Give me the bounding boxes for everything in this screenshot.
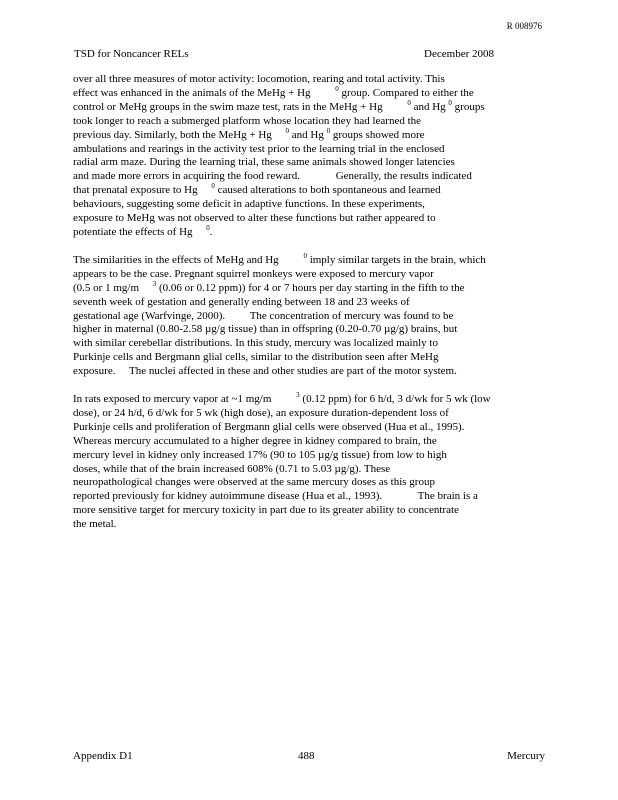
text-line: more sensitive target for mercury toxicity in part due to its greater ability to concentrate (73, 504, 459, 517)
superscript: 3 (152, 279, 157, 288)
text-line: appears to be the case. Pregnant squirrel monkeys were exposed to mercury vapor (73, 267, 434, 280)
page-footer (73, 750, 545, 766)
text-line: effect was enhanced in the animals of the MeHg + Hg $^0$ group. Compared to either the (73, 84, 474, 99)
text-line: Whereas mercury accumulated to a higher degree in kidney compared to brain, the (73, 434, 437, 447)
text-line: doses, while that of the brain increased 608% (0.71 to 5.03 µg/g). These (73, 462, 391, 475)
paragraph (73, 73, 543, 240)
text-line: control or MeHg groups in the swim maze test, rats in the MeHg + Hg $^0$ and Hg $^0$ groups (73, 98, 485, 113)
footer-appendix: Appendix D1 (73, 750, 133, 762)
text-line: exposure. The nuclei affected in these and other studies are part of the motor system. (73, 365, 457, 378)
text-line: behaviours, suggesting some deficit in adaptive functions. In these experiments, (73, 198, 425, 211)
header-date: December 2008 (424, 48, 494, 60)
text-line: neuropathological changes were observed at the same mercury doses as this group (73, 476, 435, 489)
text-line: mercury level in kidney only increased 17% (90 to 105 µg/g tissue) from low to high (73, 448, 447, 461)
text-line: reported previously for kidney autoimmune disease (Hua et al., 1993). The brain is a (73, 490, 478, 503)
text-line: gestational age (Warfvinge, 2000). The concentration of mercury was found to be (73, 309, 454, 322)
text-line: potentiate the effects of Hg $^0$. (73, 223, 213, 238)
text-line: previous day. Similarly, both the MeHg + Hg $^0$ and Hg $^0$ groups showed more (73, 126, 425, 141)
text-line: The similarities in the effects of MeHg and Hg $^0$ imply similar targets in the brain, which (73, 251, 486, 266)
superscript: 0 (303, 251, 307, 260)
text-line: and made more errors in acquiring the food reward. Generally, the results indicated (73, 170, 472, 183)
superscript: 0 (211, 182, 215, 191)
superscript: 0 (326, 126, 331, 135)
page-number: 488 (298, 750, 315, 762)
superscript: 0 (448, 98, 452, 107)
text-line: that prenatal exposure to Hg $^0$ caused alterations to both spontaneous and learned (73, 182, 441, 197)
text-line: seventh week of gestation and generally ending between 18 and 23 weeks of (73, 295, 410, 308)
text-line: over all three measures of motor activity: locomotion, rearing and total activity. This (73, 73, 445, 85)
text-line: exposure to MeHg was not observed to alter these functions but rather appeared to (73, 212, 436, 225)
superscript: 0 (407, 98, 411, 107)
text-line: In rats exposed to mercury vapor at ~1 mg/m $^3$ (0.12 ppm) for 6 h/d, 3 d/wk for 5 wk (low (73, 391, 491, 406)
superscript: 0 (335, 84, 339, 93)
text-line: (0.5 or 1 mg/m $^3$ (0.06 or 0.12 ppm)) for 4 or 7 hours per day starting in the fifth to the (73, 279, 465, 294)
text-line: ambulations and rearings in the activity test prior to the learning trial in the enclosed (73, 142, 445, 155)
superscript: 0 (206, 223, 210, 232)
body-text (73, 73, 543, 546)
text-line: higher in maternal (0.80-2.58 µg/g tissue) than in offspring (0.20-0.70 µg/g) brains, but (73, 323, 458, 336)
document-id: R 008976 (506, 21, 542, 31)
header-title: TSD for Noncancer RELs (74, 48, 189, 60)
paragraph (73, 393, 543, 532)
text-line: radial arm maze. During the learning trial, these same animals showed longer latencies (73, 156, 455, 169)
text-line: Purkinje cells and Bergmann glial cells, similar to the distribution seen after MeHg (73, 351, 439, 364)
footer-chemical: Mercury (507, 750, 545, 762)
text-line: dose), or 24 h/d, 6 d/wk for 5 wk (high dose), an exposure duration-dependent loss of (73, 406, 449, 419)
superscript: 3 (296, 391, 300, 400)
text-line: took longer to reach a submerged platform whose location they had learned the (73, 114, 422, 127)
text-line: with similar cerebellar distributions. In this study, mercury was localized mainly to (73, 337, 438, 350)
superscript: 0 (285, 126, 290, 135)
text-line: the metal. (73, 518, 117, 531)
text-line: Purkinje cells and proliferation of Bergmann glial cells were observed (Hua et al., 1995). (73, 420, 465, 433)
paragraph (73, 251, 543, 379)
